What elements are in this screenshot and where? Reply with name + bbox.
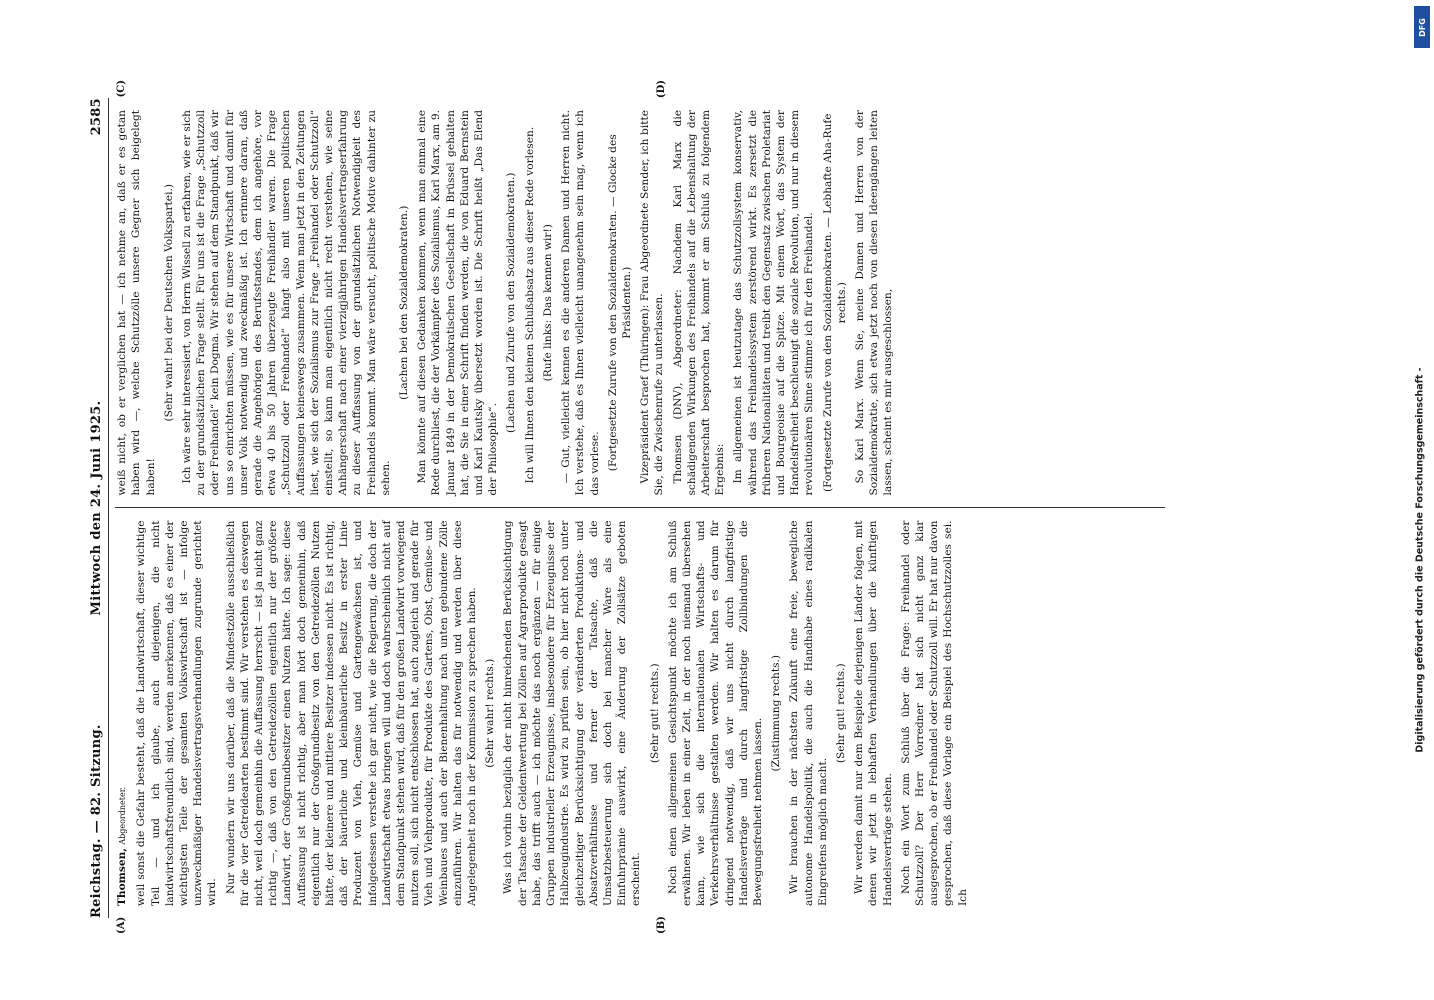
paragraph: Vizepräsident Graef (Thüringen): Frau Abgeordnete Sender, ich bitte Sie, die Zwischenrufe zu unterlassen. xyxy=(639,110,666,496)
speaker-role: Abgeordneter. xyxy=(118,786,128,845)
text-columns xyxy=(115,80,1165,934)
paragraph: So Karl Marx. Wenn Sie, meine Damen und Herren von der Sozialdemokratie, sich etwa jetzt noch von diesen Ideengängen leiten lassen, scheint es mir ausgeschlossen, xyxy=(853,110,895,496)
interjection: (Sehr wahr! bei der Deutschen Volkspartei.) xyxy=(162,184,175,422)
paragraph: — Gut, vielleicht kennen es die anderen Damen und Herren nicht. Ich verstehe, daß es Ihnen vielleicht unangenehm sein mag, wenn ich das vorlese. xyxy=(560,110,601,496)
interjection: (Fortgesetzte Zurufe von den Sozialdemokraten. — Glocke des Präsidenten.) xyxy=(606,134,633,472)
digitization-credit xyxy=(1410,0,1430,1000)
header-date: Mittwoch den 24. Juni 1925. xyxy=(89,400,104,616)
paragraph: Noch ein Wort zum Schluß über die Frage: Freihandel oder Schutzzoll? Der Herr Vorredner hat sich nicht ganz klar ausgesprochen, ob er Freihandel oder Schutzzoll will. Er hat nur davon gesprochen, daß diese Vorlage ein Beispiel des Hochschutzzolles sei. Ich xyxy=(899,520,969,906)
paragraph: Wir werden damit nur dem Beispiele derjenigen Länder folgen, mit denen wir jetzt in lebhaften Verhandlungen über die künftigen Handelsverträge stehen. xyxy=(853,520,894,906)
interjection: (Sehr gut! rechts.) xyxy=(648,663,661,764)
paragraph: weiß nicht, ob er verglichen hat — ich nehme an, daß er es getan haben wird —, welche Schutzzölle unsere Gegner sich beigelegt haben! xyxy=(116,110,157,496)
paragraph: Ich wäre sehr interessiert, von Herrn Wissell zu erfahren, wie er sich zu der grundsätzlichen Frage stellt. Für uns ist die Frage „Schutzzoll oder Freihandel“ kein Dogma. Wir stehen auf dem Standpunkt, daß wir uns so einrichten müssen, wie es für unsere Wirtschaft und damit für unser Volk notwendig und zweckmäßig ist. Ich erinnere daran, daß gerade die Angehörigen des Berufsstandes, dem ich angehöre, vor etwa 40 bis 50 Jahren überzeugte Freihändler waren. Die Frage „Schutzzoll oder Freihandel“ hängt also mit unseren politischen Auffassungen keineswegs zusammen. Wenn man jetzt in den Zeitungen liest, wie sich der Sozialismus zur Frage „Freihandel oder Schutzzoll“ einstellt, so kann man eigentlich nicht recht verstehen, wie seine Anhängerschaft nach einer vierzigjährigen Handelsvertragserfahrung zu dieser Auffassung von der grundsätzlichen Notwendigkeit des Freihandels kommt. Man wäre versucht, politische Motive dahinter zu sehen. xyxy=(181,110,392,496)
speaker-line xyxy=(115,521,130,907)
interjection: (Rufe links: Das kennen wir!) xyxy=(541,224,554,382)
paragraph: Noch einen allgemeinen Gesichtspunkt möchte ich am Schluß erwähnen. Wir leben in einer Zeit, in der noch niemand übersehen kann, wie sich die internationalen Wirtschafts- und Verkehrsverhältnisse gestalten werden. Wir halten es darum für dringend notwendig, daß wir uns nicht durch langfristige Handelsverträge und durch langfristige Zollbindungen die Bewegungsfreiheit nehmen lassen. xyxy=(666,520,764,906)
margin-mark-c: (C) xyxy=(116,80,128,98)
paragraph: Thomsen (DNV), Abgeordneter: Nachdem Karl Marx die schädigenden Wirkungen des Freihandels auf die Lebenshaltung der Arbeiterschaft besprochen hat, kommt er am Schluß zu folgendem Ergebnis: xyxy=(671,110,727,496)
paragraph: Nur wundern wir uns darüber, daß die Mindestzölle ausschließlich für die vier Getreidearten bestimmt sind. Wir verstehen es deswegen nicht, weil doch gemeinhin die Auffassung herrscht — ist ja nicht ganz richtig —, daß von den Getreidezöllen eigentlich nur der größere Landwirt, der Großgrundbesitzer einen Nutzen hätte. Ich sage: diese Auffassung ist nicht richtig, aber man hört doch gemeinhin, daß eigentlich nur der Großgrundbesitz von den Getreidezöllen Nutzen hätte, der kleinere und mittlere Besitzer indessen nicht. Es ist richtig, daß der bäuerliche und kleinbäuerliche Besitz in erster Linie Produzent von Vieh, Gemüse und Gartengewächsen ist, und infolgedessen verstehe ich gar nicht, wie die Regierung, die doch der Landwirtschaft etwas bringen will und doch wahrscheinlich nicht auf dem Standpunkt stehen wird, daß für den großen Landwirt vorwiegend nutzen soll, sich nicht entschlossen hat, auch zugleich und gerade für Vieh und Viehprodukte, für Produkte des Gartens, Obst, Gemüse- und Weinbaues und auch der Bienenhaltung nach unten gebundene Zölle einzuführen. Wir halten das für notwendig und werden über diese Angelegenheit noch in der Kommission zu sprechen haben. xyxy=(224,520,479,906)
interjection: (Sehr gut! rechts.) xyxy=(834,663,847,764)
paragraph: Wir brauchen in der nächsten Zukunft eine freie, bewegliche autonome Handelspolitik, die auch die Handhabe eines radikalen Eingreifens möglich macht. xyxy=(788,520,829,906)
paragraph: Was ich vorhin bezüglich der nicht hinreichenden Berücksichtigung der Tatsache der Geldentwertung bei Zöllen auf Agrarprodukte gesagt habe, das trifft auch — ich möchte das noch ergänzen — für einige Gruppen industrieller Erzeugnisse, insbesondere für Erzeugnisse der Halbzeugindustrie. Es wird zu prüfen sein, ob hier nicht noch unter gleichzeitiger Berücksichtigung der veränderten Produktions- und Absatzverhältnisse und ferner der Tatsache, daß die Umsatzbesteuerung sich doch bei mancher Ware als eine Einfuhrprämie auswirkt, eine Änderung der Zollsätze geboten erscheint. xyxy=(502,520,643,906)
dfg-logo-text: DFG xyxy=(1417,17,1427,37)
left-column xyxy=(115,508,1165,934)
interjection: (Fortgesetzte Zurufe von den Sozialdemokraten. — Lebhafte Aha-Rufe rechts.) xyxy=(821,113,848,493)
header-session: Reichstag. — 82. Sitzung. xyxy=(89,724,104,918)
margin-mark-b: (B) xyxy=(656,916,668,934)
quote: Im allgemeinen ist heutzutage das Schutzzollsystem konservativ, während das Freihandelssystem zerstörend wirkt. Es zersetzt die früheren Nationalitäten und treibt den Gegensatz zwischen Proletariat und Bourgeoisie auf die Spitze. Mit einem Wort, das System der Handelsfreiheit beschleunigt die soziale Revolution, und nur in diesem revolutionären Sinne stimme ich für den Freihandel. xyxy=(732,110,816,496)
interjection: (Sehr wahr! rechts.) xyxy=(484,658,497,768)
interjection: (Zustimmung rechts.) xyxy=(770,654,783,772)
page-number: 2585 xyxy=(89,98,104,136)
interjection: (Lachen bei den Sozialdemokraten.) xyxy=(398,205,411,400)
margin-mark-d: (D) xyxy=(656,80,668,99)
paragraph: weil sonst die Gefahr besteht, daß die Landwirtschaft, dieser wichtige Teil — und ich glaube, auch diejenigen, die nicht landwirtschaftsfreundlich sind, werden anerkennen, daß es einer der wichtigsten Teile der gesamten Volkswirtschaft ist — infolge unzweckmäßiger Handelsvertragsverhandlungen zugrunde gerichtet wird. xyxy=(135,520,219,906)
scanned-page-area xyxy=(80,78,1200,938)
margin-mark-a: (A) xyxy=(116,916,128,934)
speaker-name: Thomsen, xyxy=(116,848,129,906)
digitization-credit-text: Digitalisierung gefördert durch die Deutsche Forschungsgemeinschaft - xyxy=(1414,367,1426,753)
interjection: (Lachen und Zurufe von den Sozialdemokraten.) xyxy=(505,172,518,433)
paragraph: Ich will Ihnen den kleinen Schlußabsatz aus dieser Rede vorlesen. xyxy=(523,126,536,484)
right-column xyxy=(115,80,1165,508)
rotated-document-page xyxy=(80,78,1200,938)
running-head xyxy=(90,98,109,918)
paragraph: Man könnte auf diesen Gedanken kommen, wenn man einmal eine Rede durchliest, die der Vorkämpfer des Sozialismus, Karl Marx, am 9. Januar 1849 in der Demokratischen Gesellschaft in Brüssel gehalten hat, die Sie in einer Schrift finden werden, die von Eduard Bernstein und Karl Kautsky übersetzt worden ist. Die Schrift heißt „Das Elend der Philosophie“. xyxy=(416,110,500,496)
